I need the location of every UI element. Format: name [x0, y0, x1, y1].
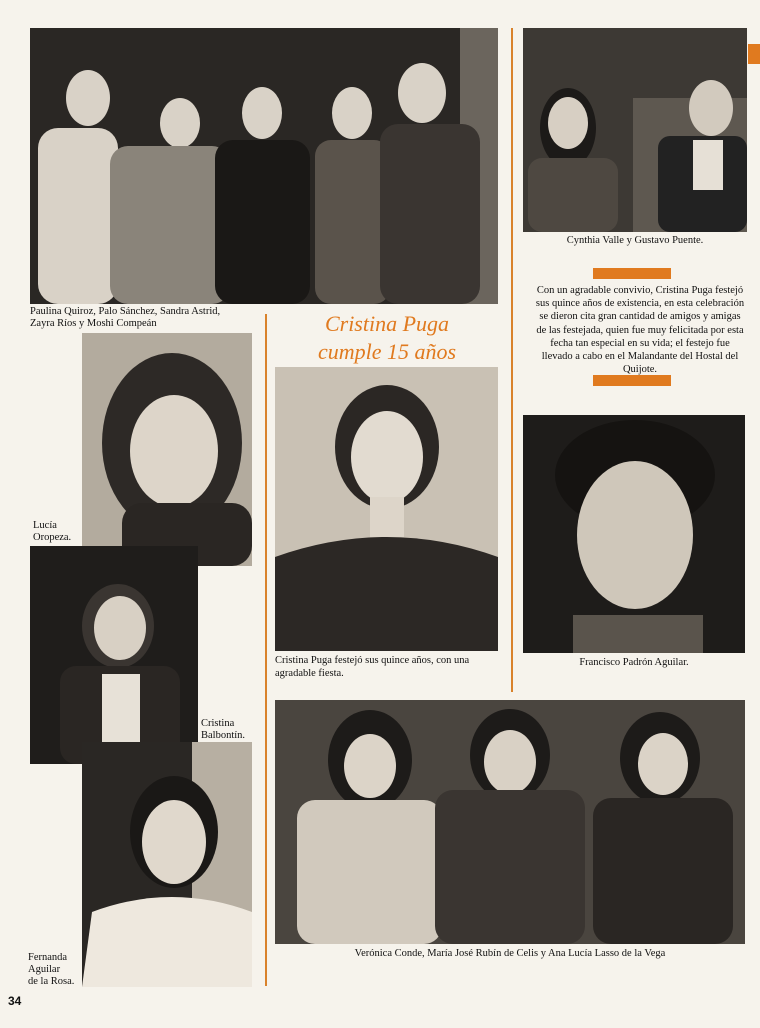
couple-photo	[523, 28, 747, 232]
caption-couple: Cynthia Valle y Gustavo Puente.	[566, 235, 704, 246]
group-photo-top	[30, 28, 498, 304]
column-rule-right	[511, 28, 513, 692]
caption-group-top-line1: Paulina Quiroz, Palo Sánchez, Sandra Astrid,	[30, 306, 221, 317]
lucia-photo	[82, 333, 252, 566]
caption-group-top-line2: Zayra Ríos y Moshi Compeán	[30, 318, 157, 329]
headline	[272, 310, 502, 366]
page-number: 34	[8, 994, 22, 1008]
caption-francisco: Francisco Padrón Aguilar.	[579, 657, 689, 668]
accent-bar-top	[593, 268, 671, 279]
column-rule-left	[265, 314, 267, 986]
headline-line1: Cristina Puga	[324, 311, 450, 336]
caption-fernanda-line2: Aguilar	[28, 964, 61, 975]
article-body: Con un agradable convivio, Cristina Puga festejó sus quince años de existencia, en esta celebración se dieron cita gran cantidad de amigos y amigas de las festejada, quien fue muy felicitada por esta fecha tan especial en su vida; el festejo fue llevado a cabo en el Malandante del Hostal del Quijote.	[535, 285, 745, 376]
accent-bar-bottom	[593, 375, 671, 386]
caption-fernanda-line3: de la Rosa.	[28, 976, 75, 987]
caption-trio: Verónica Conde, María José Rubín de Celis y Ana Lucía Lasso de la Vega	[354, 948, 666, 959]
caption-lucia-line2: Oropeza.	[33, 532, 72, 543]
accent-bar-right	[748, 44, 760, 64]
cristina-puga-photo	[275, 367, 498, 651]
headline-line2: cumple 15 años	[317, 339, 457, 364]
caption-cristina-puga: Cristina Puga festejó sus quince años, con una agradable fiesta.	[275, 655, 470, 679]
caption-lucia-line1: Lucía	[33, 520, 57, 531]
caption-balbontin-line1: Cristina	[201, 718, 235, 729]
caption-fernanda-line1: Fernanda	[28, 952, 68, 963]
trio-photo	[275, 700, 745, 944]
francisco-photo	[523, 415, 745, 653]
fernanda-photo	[82, 742, 252, 987]
balbontin-photo	[30, 546, 198, 764]
caption-balbontin-line2: Balbontín.	[201, 730, 246, 741]
